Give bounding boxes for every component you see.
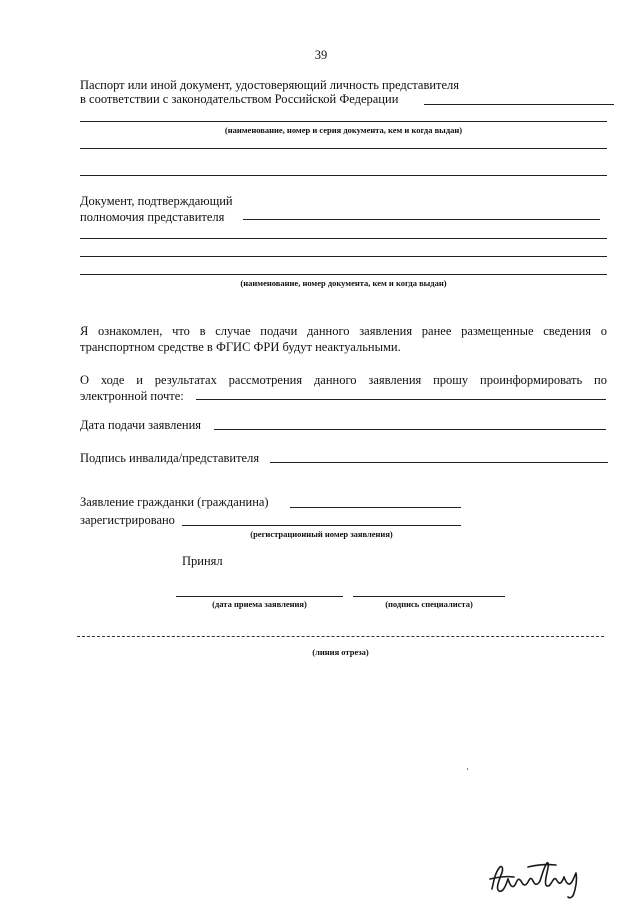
handwritten-signature <box>484 855 584 901</box>
date-label: Дата подачи заявления <box>80 418 202 432</box>
passport-field-line3[interactable] <box>80 148 607 149</box>
passport-label-line2: в соответствии с законодательством Российской Федерации <box>80 92 399 106</box>
acknowledgement-line2: транспортном средстве в ФГИС ФРИ будут неактуальными. <box>80 340 401 354</box>
authority-field-line4[interactable] <box>80 274 607 275</box>
authority-field-inline[interactable] <box>243 219 600 220</box>
signature-field[interactable] <box>270 462 608 463</box>
passport-field-line2[interactable] <box>80 121 607 122</box>
acknowledgement-line1: Я ознакомлен, что в случае подачи данного заявления ранее размещенные сведения о <box>80 324 607 338</box>
passport-caption: (наименование, номер и серия документа, кем и когда выдан) <box>224 125 463 135</box>
registration-field-line2[interactable] <box>182 525 461 526</box>
passport-field-inline[interactable] <box>424 104 614 105</box>
email-request-line2: электронной почте: <box>80 389 184 403</box>
passport-label-line1: Паспорт или иной документ, удостоверяющий личность представителя <box>80 78 460 92</box>
date-field[interactable] <box>214 429 606 430</box>
registration-label-line2: зарегистрировано <box>80 513 175 527</box>
email-field[interactable] <box>196 399 606 400</box>
registration-label-line1: Заявление гражданки (гражданина) <box>80 495 269 509</box>
authority-label-line1: Документ, подтверждающий <box>80 194 233 208</box>
authority-label-line2: полномочия представителя <box>80 210 225 224</box>
cut-line <box>77 636 604 637</box>
accepted-date-field[interactable] <box>176 596 343 597</box>
authority-caption: (наименование, номер документа, кем и когда выдан) <box>240 278 447 288</box>
cut-line-caption: (линия отреза) <box>312 647 369 657</box>
signature-label: Подпись инвалида/представителя <box>80 451 260 465</box>
page-number: 39 <box>314 48 328 62</box>
email-request-line1: О ходе и результатах рассмотрения данного заявления прошу проинформировать по <box>80 373 607 387</box>
passport-field-line4[interactable] <box>80 175 607 176</box>
scan-speck <box>467 768 468 770</box>
authority-field-line2[interactable] <box>80 238 607 239</box>
registration-caption: (регистрационный номер заявления) <box>250 529 393 539</box>
accepted-signature-caption: (подпись специалиста) <box>385 599 473 609</box>
authority-field-line3[interactable] <box>80 256 607 257</box>
registration-field-line1[interactable] <box>290 507 461 508</box>
accepted-date-caption: (дата приема заявления) <box>212 599 307 609</box>
accepted-label: Принял <box>182 554 223 568</box>
accepted-signature-field[interactable] <box>353 596 505 597</box>
